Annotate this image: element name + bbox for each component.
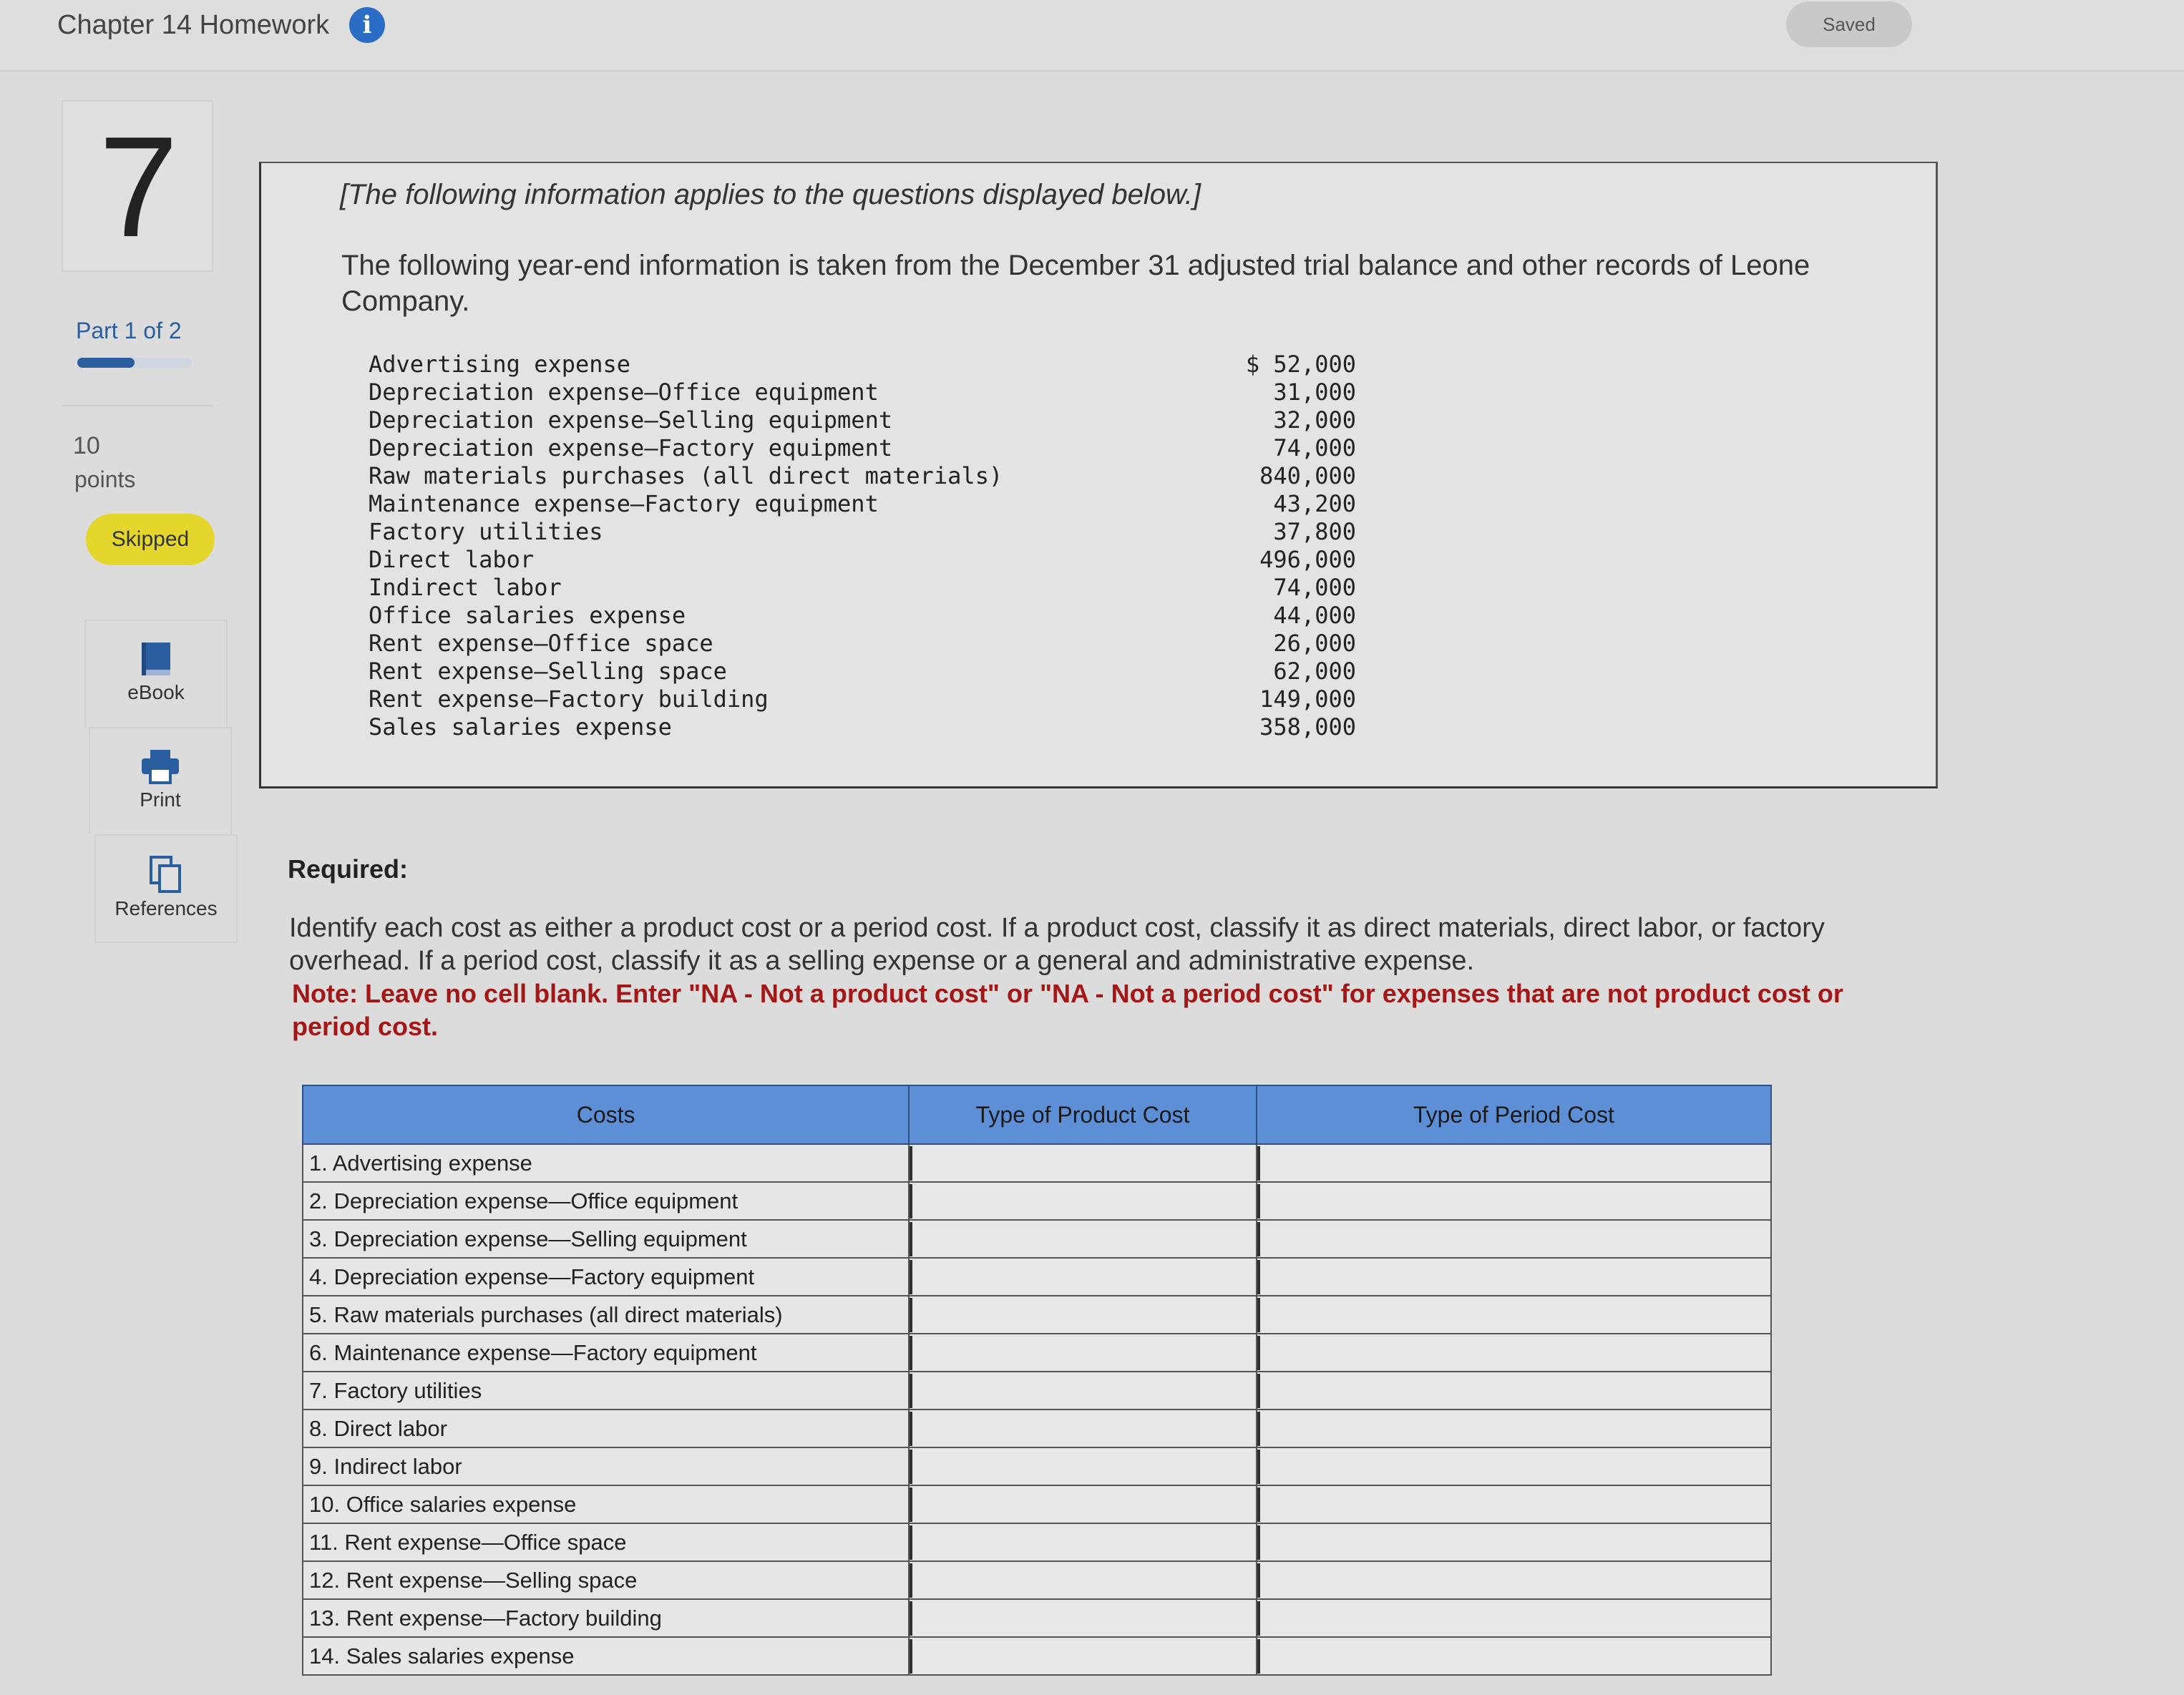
info-intro: [The following information applies to the questions displayed below.]	[340, 179, 1201, 210]
print-button[interactable]	[89, 727, 232, 834]
cost-name-cell: 7. Factory utilities	[303, 1372, 909, 1410]
period-cost-input[interactable]	[1257, 1601, 1770, 1636]
cost-name-cell: 3. Depreciation expense—Selling equipment	[303, 1220, 909, 1258]
period-cost-cell	[1257, 1485, 1771, 1523]
ledger-item-amount: $ 52,000	[1245, 351, 1356, 378]
info-icon[interactable]: i	[349, 7, 385, 43]
period-cost-cell	[1257, 1182, 1771, 1220]
period-cost-cell	[1257, 1599, 1771, 1637]
period-cost-cell	[1257, 1296, 1771, 1334]
cost-name-cell: 10. Office salaries expense	[303, 1485, 909, 1523]
product-cost-input[interactable]	[910, 1563, 1256, 1598]
ledger-item-amount: 37,800	[1273, 518, 1356, 545]
period-cost-cell	[1257, 1523, 1771, 1561]
ebook-icon	[139, 641, 173, 677]
ledger-item-name: Maintenance expense—Factory equipment	[369, 490, 879, 517]
question-number: 7	[99, 107, 179, 267]
cost-name-cell: 6. Maintenance expense—Factory equipment	[303, 1334, 909, 1372]
period-cost-cell	[1257, 1220, 1771, 1258]
cost-name-cell: 4. Depreciation expense—Factory equipment	[303, 1258, 909, 1296]
ledger-item-amount: 32,000	[1273, 406, 1356, 434]
information-panel	[259, 162, 1938, 788]
table-row	[303, 1447, 1771, 1485]
product-cost-cell	[909, 1372, 1257, 1410]
period-cost-input[interactable]	[1257, 1412, 1770, 1446]
product-cost-cell	[909, 1410, 1257, 1447]
ebook-label: eBook	[127, 681, 185, 703]
period-cost-input[interactable]	[1257, 1298, 1770, 1332]
part-progress-fill	[77, 358, 135, 368]
table-row	[303, 1561, 1771, 1599]
product-cost-cell	[909, 1447, 1257, 1485]
product-cost-input[interactable]	[910, 1336, 1256, 1370]
ledger-item-name: Rent expense—Office space	[369, 630, 713, 657]
cost-name-cell: 5. Raw materials purchases (all direct materials)	[303, 1296, 909, 1334]
product-cost-cell	[909, 1561, 1257, 1599]
table-row	[303, 1334, 1771, 1372]
ledger-item-amount: 43,200	[1273, 490, 1356, 517]
product-cost-input[interactable]	[910, 1639, 1256, 1674]
period-cost-cell	[1257, 1447, 1771, 1485]
table-row	[303, 1220, 1771, 1258]
ledger-item-amount: 358,000	[1259, 713, 1356, 741]
part-indicator: Part 1 of 2	[76, 318, 182, 343]
cost-name-cell: 1. Advertising expense	[303, 1144, 909, 1182]
header-costs: Costs	[303, 1085, 909, 1144]
product-cost-cell	[909, 1334, 1257, 1372]
ledger-item-amount: 149,000	[1259, 685, 1356, 713]
product-cost-input[interactable]	[910, 1374, 1256, 1408]
ledger-item-name: Office salaries expense	[369, 602, 686, 629]
product-cost-input[interactable]	[910, 1260, 1256, 1294]
table-row	[303, 1637, 1771, 1675]
table-row	[303, 1410, 1771, 1447]
header-period-cost: Type of Period Cost	[1257, 1085, 1771, 1144]
product-cost-cell	[909, 1523, 1257, 1561]
period-cost-input[interactable]	[1257, 1336, 1770, 1370]
period-cost-input[interactable]	[1257, 1563, 1770, 1598]
product-cost-input[interactable]	[910, 1146, 1256, 1181]
required-instructions: Identify each cost as either a product cost or a period cost. If a product cost, classify it as direct materials, direct labor, or factory overhead. If a period cost, classify it as a selling expense or a general and administrative expense.	[289, 913, 1825, 976]
period-cost-input[interactable]	[1257, 1525, 1770, 1560]
product-cost-cell	[909, 1220, 1257, 1258]
product-cost-input[interactable]	[910, 1222, 1256, 1256]
period-cost-cell	[1257, 1144, 1771, 1182]
product-cost-cell	[909, 1296, 1257, 1334]
product-cost-input[interactable]	[910, 1184, 1256, 1218]
product-cost-cell	[909, 1599, 1257, 1637]
required-note: Note: Leave no cell blank. Enter "NA - Not a product cost" or "NA - Not a period cost" for expenses that are not product cost or period cost.	[292, 979, 1843, 1041]
product-cost-cell	[909, 1258, 1257, 1296]
rail-divider	[62, 405, 213, 406]
ebook-button[interactable]	[84, 620, 228, 727]
ledger-item-name: Raw materials purchases (all direct materials)	[369, 462, 1003, 489]
period-cost-input[interactable]	[1257, 1222, 1770, 1256]
ledger-item-name: Direct labor	[369, 546, 535, 573]
ledger-item-name: Depreciation expense—Factory equipment	[369, 434, 893, 461]
period-cost-input[interactable]	[1257, 1450, 1770, 1484]
period-cost-input[interactable]	[1257, 1146, 1770, 1181]
period-cost-cell	[1257, 1637, 1771, 1675]
references-button[interactable]	[94, 834, 238, 943]
references-icon	[148, 856, 184, 893]
product-cost-cell	[909, 1485, 1257, 1523]
points-label: points	[74, 467, 136, 492]
ledger-item-amount: 26,000	[1273, 630, 1356, 657]
ledger-item-name: Depreciation expense—Office equipment	[369, 378, 879, 406]
cost-name-cell: 13. Rent expense—Factory building	[303, 1599, 909, 1637]
product-cost-input[interactable]	[910, 1412, 1256, 1446]
ledger-item-name: Rent expense—Selling space	[369, 658, 727, 685]
period-cost-cell	[1257, 1334, 1771, 1372]
ledger-item-name: Depreciation expense—Selling equipment	[369, 406, 893, 434]
table-row	[303, 1296, 1771, 1334]
table-row	[303, 1372, 1771, 1410]
cost-name-cell: 11. Rent expense—Office space	[303, 1523, 909, 1561]
ledger-item-name: Advertising expense	[369, 351, 631, 378]
cost-classification-table	[302, 1085, 1772, 1676]
table-row	[303, 1599, 1771, 1637]
ledger-item-amount: 840,000	[1259, 462, 1356, 489]
ledger-item-amount: 74,000	[1273, 434, 1356, 461]
product-cost-input[interactable]	[910, 1450, 1256, 1484]
cost-name-cell: 2. Depreciation expense—Office equipment	[303, 1182, 909, 1220]
ledger-item-name: Factory utilities	[369, 518, 603, 545]
ledger-item-name: Sales salaries expense	[369, 713, 672, 741]
references-label: References	[114, 897, 218, 919]
saved-status-button[interactable]: Saved	[1786, 1, 1912, 47]
ledger-item-amount: 31,000	[1273, 378, 1356, 406]
period-cost-input[interactable]	[1257, 1184, 1770, 1218]
table-row	[303, 1523, 1771, 1561]
period-cost-input[interactable]	[1257, 1488, 1770, 1522]
product-cost-input[interactable]	[910, 1601, 1256, 1636]
cost-name-cell: 8. Direct labor	[303, 1410, 909, 1447]
product-cost-input[interactable]	[910, 1488, 1256, 1522]
period-cost-cell	[1257, 1561, 1771, 1599]
header-product-cost: Type of Product Cost	[909, 1085, 1257, 1144]
product-cost-cell	[909, 1144, 1257, 1182]
top-bar	[0, 0, 2184, 72]
period-cost-input[interactable]	[1257, 1374, 1770, 1408]
table-row	[303, 1182, 1771, 1220]
ledger-item-amount: 74,000	[1273, 574, 1356, 601]
product-cost-cell	[909, 1182, 1257, 1220]
cost-name-cell: 12. Rent expense—Selling space	[303, 1561, 909, 1599]
print-icon	[140, 748, 180, 784]
part-progress-bar	[77, 358, 192, 368]
period-cost-cell	[1257, 1410, 1771, 1447]
period-cost-input[interactable]	[1257, 1639, 1770, 1674]
table-row	[303, 1258, 1771, 1296]
table-row	[303, 1485, 1771, 1523]
product-cost-input[interactable]	[910, 1525, 1256, 1560]
table-row	[303, 1144, 1771, 1182]
product-cost-input[interactable]	[910, 1298, 1256, 1332]
product-cost-cell	[909, 1637, 1257, 1675]
points-value: 10	[73, 432, 100, 459]
period-cost-cell	[1257, 1258, 1771, 1296]
ledger-item-name: Indirect labor	[369, 574, 562, 601]
cost-name-cell: 9. Indirect labor	[303, 1447, 909, 1485]
print-label: Print	[140, 788, 181, 811]
info-description: The following year-end information is taken from the December 31 adjusted trial balance and other records of Leone Company.	[341, 250, 1810, 317]
period-cost-cell	[1257, 1372, 1771, 1410]
cost-name-cell: 14. Sales salaries expense	[303, 1637, 909, 1675]
ledger-item-amount: 62,000	[1273, 658, 1356, 685]
ledger-item-amount: 496,000	[1259, 546, 1356, 573]
table-header-row	[303, 1085, 1771, 1144]
skipped-status-badge[interactable]: Skipped	[86, 514, 215, 565]
assignment-title: Chapter 14 Homework	[57, 10, 330, 40]
ledger-item-amount: 44,000	[1273, 602, 1356, 629]
question-number-box	[62, 100, 213, 272]
ledger-item-name: Rent expense—Factory building	[369, 685, 769, 713]
period-cost-input[interactable]	[1257, 1260, 1770, 1294]
required-heading: Required:	[288, 854, 409, 884]
